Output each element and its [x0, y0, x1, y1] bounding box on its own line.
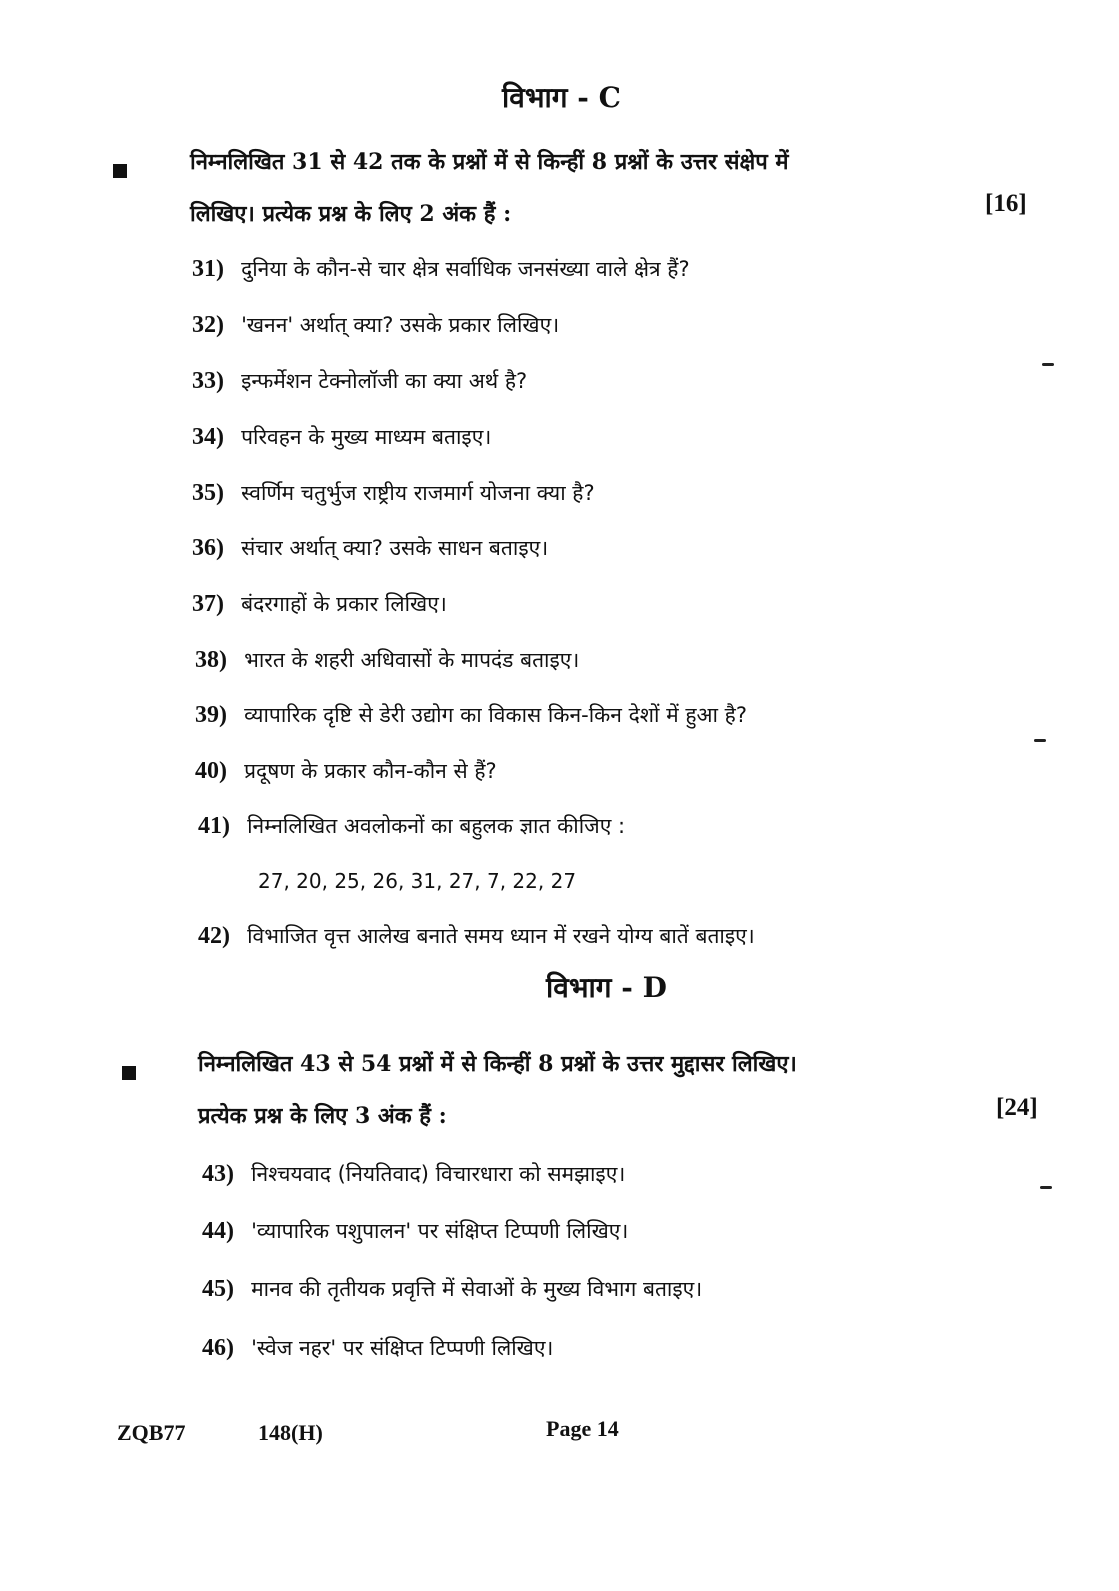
- scan-mark: [1034, 739, 1046, 742]
- question-text: मानव की तृतीयक प्रवृत्ति में सेवाओं के मुख्य विभाग बताइए।: [251, 1277, 703, 1301]
- question-number: 37): [192, 591, 224, 617]
- question-number: 35): [192, 480, 224, 506]
- section-d-instruction-line2: प्रत्येक प्रश्न के लिए 3 अंक हैं :: [198, 1103, 447, 1129]
- question-text: 'व्यापारिक पशुपालन' पर संक्षिप्त टिप्पणी लिखिए।: [251, 1219, 629, 1243]
- question-text: व्यापारिक दृष्टि से डेरी उद्योग का विकास किन-किन देशों में हुआ है?: [244, 703, 747, 727]
- section-c-instruction-line1: निम्नलिखित 31 से 42 तक के प्रश्नों में से किन्हीं 8 प्रश्नों के उत्तर संक्षेप में: [190, 149, 789, 175]
- question-text: दुनिया के कौन-से चार क्षेत्र सर्वाधिक जनसंख्या वाले क्षेत्र हैं?: [241, 257, 690, 281]
- section-c-title: विभाग - C: [502, 81, 621, 114]
- section-c-instruction-line2: लिखिए। प्रत्येक प्रश्न के लिए 2 अंक हैं :: [190, 201, 512, 227]
- question-41-data: 27, 20, 25, 26, 31, 27, 7, 22, 27: [258, 869, 577, 893]
- question-42: [198, 922, 755, 950]
- question-number: 32): [192, 312, 224, 338]
- question-41: [198, 812, 625, 840]
- question-text: प्रदूषण के प्रकार कौन-कौन से हैं?: [244, 759, 497, 783]
- question-31: [192, 255, 690, 283]
- question-46: [202, 1334, 553, 1362]
- section-c-bullet: [113, 164, 127, 178]
- section-c-marks: [16]: [985, 190, 1027, 217]
- question-number: 42): [198, 923, 230, 949]
- question-number: 39): [195, 702, 227, 728]
- question-number: 34): [192, 424, 224, 450]
- question-text: निश्चयवाद (नियतिवाद) विचारधारा को समझाइए।: [251, 1162, 626, 1186]
- question-number: 41): [198, 813, 230, 839]
- question-44: [202, 1217, 628, 1245]
- question-text: स्वर्णिम चतुर्भुज राष्ट्रीय राजमार्ग योजना क्या है?: [241, 481, 595, 505]
- question-35: [192, 479, 595, 507]
- question-number: 44): [202, 1218, 234, 1244]
- section-d-marks: [24]: [996, 1094, 1038, 1121]
- question-text: बंदरगाहों के प्रकार लिखिए।: [241, 592, 447, 616]
- scan-mark: [1042, 363, 1054, 366]
- question-text: इन्फर्मेशन टेक्नोलॉजी का क्या अर्थ है?: [241, 369, 528, 393]
- question-40: [195, 757, 497, 785]
- question-36: [192, 534, 548, 562]
- footer-page-number: Page 14: [546, 1416, 619, 1441]
- question-32: [192, 311, 559, 339]
- section-d-title: विभाग - D: [546, 971, 667, 1004]
- question-39: [195, 701, 747, 729]
- question-text: विभाजित वृत्त आलेख बनाते समय ध्यान में रखने योग्य बातें बताइए।: [247, 924, 755, 948]
- question-45: [202, 1275, 702, 1303]
- scan-mark: [1040, 1186, 1052, 1189]
- footer-paper: 148(H): [258, 1420, 323, 1445]
- section-d-instruction-line1: निम्नलिखित 43 से 54 प्रश्नों में से किन्हीं 8 प्रश्नों के उत्तर मुद्दासर लिखिए।: [198, 1051, 797, 1077]
- question-number: 43): [202, 1161, 234, 1187]
- question-number: 38): [195, 647, 227, 673]
- question-number: 31): [192, 256, 224, 282]
- question-number: 45): [202, 1276, 234, 1302]
- question-33: [192, 367, 527, 395]
- question-37: [192, 590, 447, 618]
- question-number: 46): [202, 1335, 234, 1361]
- question-34: [192, 423, 491, 451]
- question-text: 'खनन' अर्थात् क्या? उसके प्रकार लिखिए।: [241, 313, 560, 337]
- question-38: [195, 646, 579, 674]
- question-text: भारत के शहरी अधिवासों के मापदंड बताइए।: [244, 648, 580, 672]
- question-number: 36): [192, 535, 224, 561]
- question-number: 33): [192, 368, 224, 394]
- footer-code: ZQB77: [117, 1420, 186, 1445]
- question-text: निम्नलिखित अवलोकनों का बहुलक ज्ञात कीजिए :: [247, 814, 626, 838]
- section-d-bullet: [122, 1066, 136, 1080]
- question-text: परिवहन के मुख्य माध्यम बताइए।: [241, 425, 492, 449]
- question-text: 'स्वेज नहर' पर संक्षिप्त टिप्पणी लिखिए।: [251, 1336, 554, 1360]
- question-text: संचार अर्थात् क्या? उसके साधन बताइए।: [241, 536, 549, 560]
- question-43: [202, 1160, 625, 1188]
- question-number: 40): [195, 758, 227, 784]
